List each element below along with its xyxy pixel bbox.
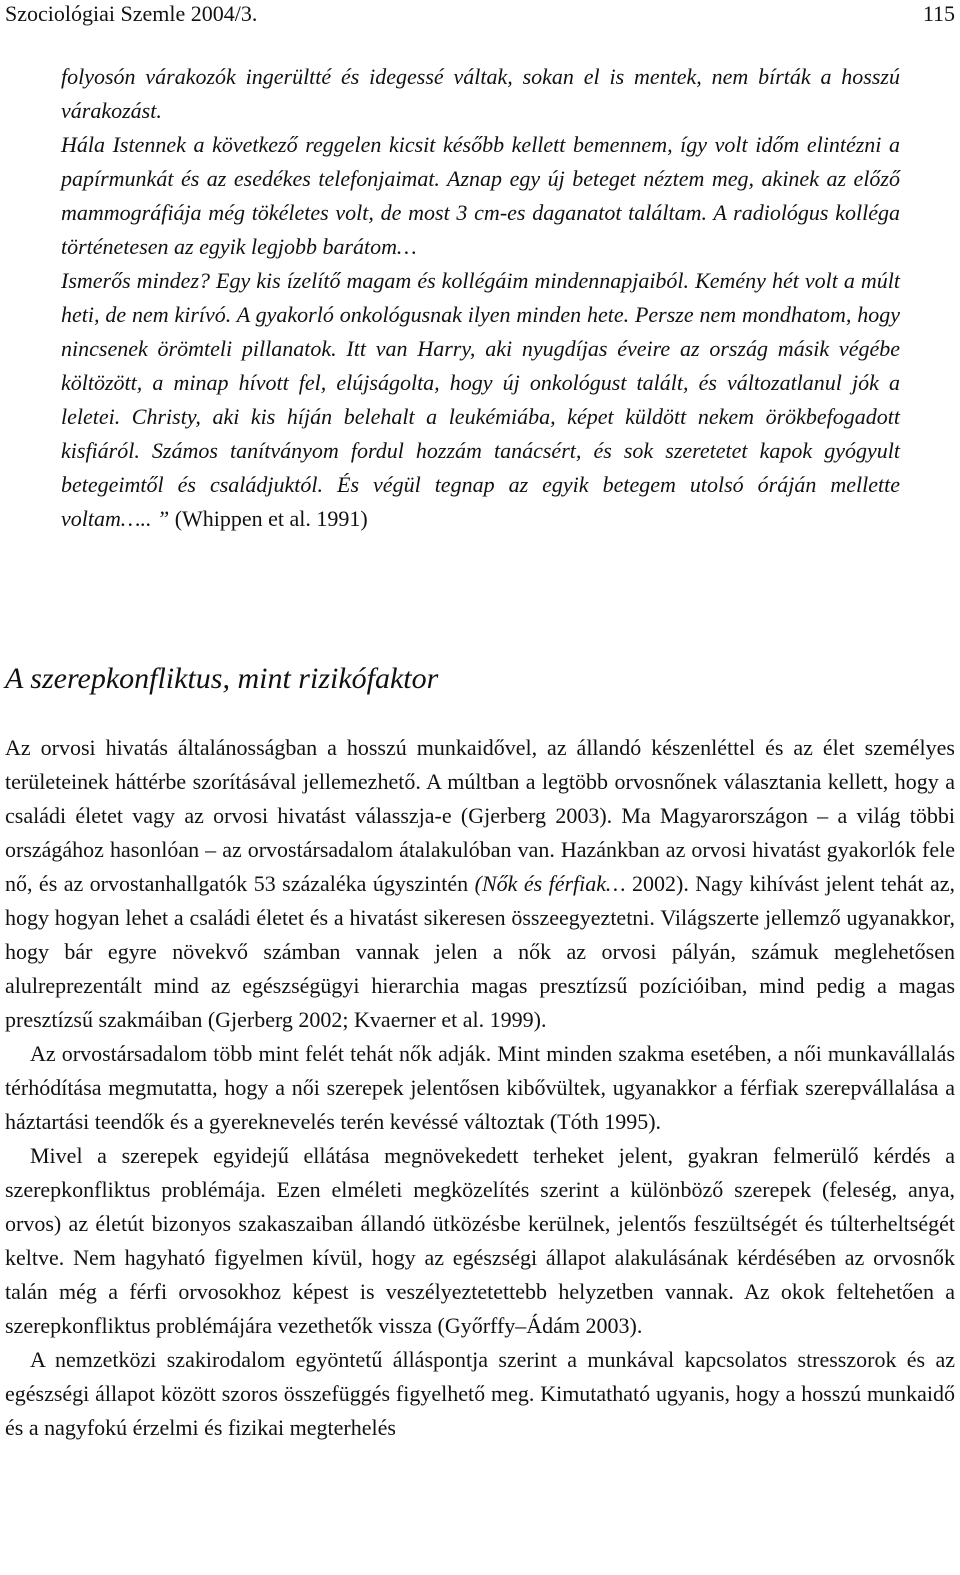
page-number: 115 — [922, 1, 955, 26]
block-quote — [61, 60, 900, 536]
quote-citation: (Whippen et al. 1991) — [174, 506, 368, 531]
quote-paragraph — [61, 128, 900, 264]
body-paragraph — [5, 731, 955, 1037]
italic-reference: (Nők és férfiak… — [474, 871, 626, 896]
journal-title: Szociológiai Szemle 2004/3. — [5, 1, 258, 26]
body-paragraph: Mivel a szerepek egyidejű ellátása megnövekedett terheket jelent, gyakran felmerülő kérdés a szerepkonfliktus problémája. Ezen elméleti megközelítés szerint a különböző szerepek (feleség, anya, orvos) az életút bizonyos szakaszaiban állandó ütközésbe kerülnek, jelentős feszültségét és túlterheltségét keltve. Nem hagyható figyelmen kívül, hogy az egészségi állapot alakulásának kérdésében az orvosnők talán még a férfi orvosokhoz képest is veszélyeztetettebb helyzetben vannak. Az okok feltehetően a szerepkonfliktus problémájára vezethetők vissza (Győrffy–Ádám 2003). — [5, 1143, 955, 1338]
quote-paragraph — [61, 264, 900, 536]
body-paragraph: A nemzetközi szakirodalom egyöntetű álláspontja szerint a munkával kapcsolatos stresszorok és az egészségi állapot között szoros összefüggés figyelhető meg. Kimutatható ugyanis, hogy a hosszú munkaidő és a nagyfokú érzelmi és fizikai megterhelés — [5, 1347, 955, 1440]
body-text — [5, 731, 955, 1445]
running-head — [5, 0, 955, 30]
section-heading: A szerepkonfliktus, mint rizikófaktor — [5, 662, 439, 695]
body-text-run: Az orvosi hivatás általánosságban a hosszú munkaidővel, az állandó készenléttel és az élet személyes területeinek háttérbe szorításával jellemezhető. A múltban a legtöbb orvosnőnek választania kellett, hogy a családi életet vagy az orvosi hivatást válasszja-e (Gjerberg 2003). Ma Magyarországon – a világ többi országához hasonlóan – az orvostársadalom átalakulóban van. Hazánkban az orvosi hivatást gyakorlók fele nő, és az orvostanhallgatók 53 százaléka úgyszintén — [5, 735, 955, 896]
body-paragraph: Az orvostársadalom több mint felét tehát nők adják. Mint minden szakma esetében, a női munkavállalás térhódítása megmutatta, hogy a női szerepek jelentősen kibővültek, ugyanakkor a férfiak szerepvállalása a háztartási teendők és a gyereknevelés terén kevéssé változtak (Tóth 1995). — [5, 1041, 955, 1134]
quote-paragraph: folyosón várakozók ingerültté és idegessé váltak, sokan el is mentek, nem bírták a hosszú várakozást. — [61, 64, 900, 123]
quote-text: Hála Istennek a következő reggelen kicsit később kellett bemennem, így volt időm elintézni a papírmunkát és az esedékes telefonjaimat. Aznap egy új beteget néztem meg, akinek az előző mammográfiája még tökéletes volt, de most 3 cm-es daganatot találtam. A radiológus kolléga történetesen az egyik legjobb barátom… — [61, 132, 900, 259]
body-text-run: 2002). Nagy kihívást jelent tehát az, hogy hogyan lehet a családi életet és a hivatást sikeresen összeegyeztetni. Világszerte jellemző ugyanakkor, hogy bár egyre növekvő számban vannak jelen a nők az orvosi pályán, számuk meglehetősen alulreprezentált mind az egészségügyi hierarchia magas presztízsű pozícióiban, mind pedig a magas presztízsű szakmáiban (Gjerberg 2002; Kvaerner et al. 1999). — [5, 871, 955, 1032]
quote-text: Ismerős mindez? Egy kis ízelítő magam és kollégáim mindennapjaiból. Kemény hét volt a múlt heti, de nem kirívó. A gyakorló onkológusnak ilyen minden hete. Persze nem mondhatom, hogy nincsenek örömteli pillanatok. Itt van Harry, aki nyugdíjas éveire az ország másik végébe költözött, a minap hívott fel, elújságolta, hogy új onkológust talált, és változatlanul jók a leletei. Christy, aki kis híján belehalt a leukémiába, képet küldött nekem örökbefogadott kisfiáról. Számos tanítványom fordul hozzám tanácsért, és sok szeretetet kapok gyógyult betegeimtől és családjuktól. És végül tegnap az egyik betegem utolsó óráján mellette voltam….. ” — [61, 268, 900, 531]
